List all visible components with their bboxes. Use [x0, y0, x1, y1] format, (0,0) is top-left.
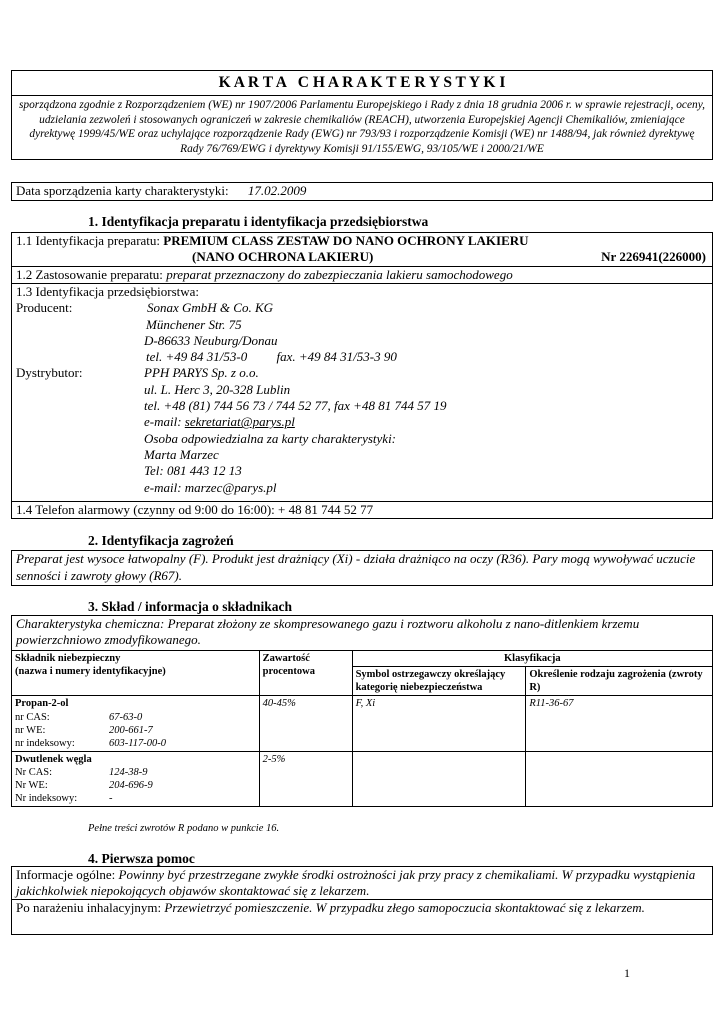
r-phrases-footnote: Pełne treści zwrotów R podano w punkcie 16. [88, 823, 280, 834]
product-use-label: 1.2 Zastosowanie preparatu: [16, 267, 163, 282]
component-cell [12, 751, 260, 807]
symbol-cell: F, Xi [352, 696, 526, 752]
product-id-row [11, 232, 713, 267]
contact-tel: Tel: 081 443 12 13 [144, 463, 242, 479]
component-name: Propan-2-ol [15, 698, 69, 710]
id-value: - [109, 793, 113, 805]
header-symbol: Symbol ostrzegawczy określający kategorię niebezpieczeństwa [352, 667, 526, 696]
product-number: Nr 226941(226000) [601, 248, 706, 264]
company-id-label: 1.3 Identyfikacja przedsiębiorstwa: [16, 284, 200, 299]
chem-characteristics-label: Charakterystyka chemiczna: [16, 616, 165, 631]
distributor-email-link[interactable]: sekretariat@parys.pl [184, 414, 295, 430]
company-id-row [11, 283, 713, 502]
id-label: nr indeksowy: [15, 737, 75, 749]
header-component-sub: (nazwa i numery identyfikacyjne) [15, 666, 166, 678]
producer-name: Sonax GmbH & Co. KG [147, 300, 274, 316]
distributor-label: Dystrybutor: [16, 365, 83, 381]
product-use-value: preparat przeznaczony do zabezpieczania lakieru samochodowego [166, 267, 513, 282]
producer-city: D-86633 Neuburg/Donau [144, 332, 278, 348]
content-cell: 2-5% [259, 751, 352, 807]
header-component-label: Składnik niebezpieczny [15, 653, 121, 664]
id-value: 200-661-7 [109, 724, 153, 736]
product-name: PREMIUM CLASS ZESTAW DO NANO OCHRONY LAKIERU [163, 233, 529, 248]
contact-title: Osoba odpowiedzialna za karty charakterystyki: [144, 430, 397, 446]
distributor-street: ul. L. Herc 3, 20-328 Lublin [144, 381, 291, 397]
id-value: 67-63-0 [109, 711, 143, 723]
first-aid-inhalation-box [11, 899, 713, 935]
document-title: K A R T A C H A R A K T E R Y S T Y K I [12, 71, 712, 96]
composition-table [11, 650, 713, 807]
page-number: 1 [624, 966, 630, 980]
product-use-row [11, 266, 713, 284]
date-row [11, 182, 713, 201]
date-label: Data sporządzenia karty charakterystyki: [16, 183, 229, 198]
producer-fax: fax. +49 84 31/53-3 90 [276, 349, 397, 365]
table-row [12, 696, 713, 752]
first-aid-general-text: Powinny być przestrzegane zwykłe środki ostrożności jak przy pracy z chemikaliami. W przypadku wystąpienia jakichkolwiek niepokojących objawów skontaktować się z lekarzem. [16, 867, 696, 898]
header-content-label: Zawartość [262, 653, 310, 664]
emergency-phone-row [11, 501, 713, 519]
header-component [12, 651, 260, 696]
emergency-phone: 1.4 Telefon alarmowy (czynny od 9:00 do 16:00): + 48 81 744 52 77 [16, 502, 374, 517]
header-content [259, 651, 352, 696]
header-classification: Klasyfikacja [352, 651, 712, 667]
table-row [12, 751, 713, 807]
id-label: Nr indeksowy: [15, 793, 78, 805]
chem-characteristics-text: Preparat złożony ze skompresowanego gazu i roztworu alkoholu z nano-ditlenkiem krzemu powierzchniowo zmodyfikowanego. [16, 616, 640, 647]
distributor-email-label: e-mail: [144, 414, 182, 430]
id-label: nr CAS: [15, 711, 50, 723]
id-label: Nr WE: [15, 780, 48, 792]
contact-name: Marta Marzec [144, 446, 219, 462]
producer-tel: tel. +49 84 31/53-0 [146, 349, 248, 365]
distributor-tel: tel. +48 (81) 744 56 73 / 744 52 77, fax +48 81 744 57 19 [144, 398, 447, 414]
header-risk: Określenie rodzaju zagrożenia (zwroty R) [526, 667, 713, 696]
component-name: Dwutlenek węgla [15, 753, 92, 765]
content-cell: 40-45% [259, 696, 352, 752]
section-3-title: 3. Skład / informacja o składnikach [88, 599, 293, 614]
risk-cell: R11-36-67 [526, 696, 713, 752]
date-value: 17.02.2009 [247, 183, 307, 198]
id-label: Nr CAS: [15, 767, 53, 778]
id-value: 204-696-9 [109, 780, 153, 792]
first-aid-inhalation-text: Przewietrzyć pomieszczenie. W przypadku złego samopoczucia skontaktować się z lekarzem. [164, 900, 645, 915]
id-value: 124-38-9 [109, 767, 148, 778]
first-aid-inhalation-label: Po narażeniu inhalacyjnym: [16, 900, 162, 915]
header-content-sub: procentowa [262, 666, 315, 678]
product-name-secondary: (NANO OCHRONA LAKIERU) [192, 248, 374, 264]
section-4-title: 4. Pierwsza pomoc [88, 851, 195, 866]
first-aid-general-label: Informacje ogólne: [16, 867, 116, 882]
header-box [11, 70, 713, 160]
product-id-label: 1.1 Identyfikacja preparatu: [16, 233, 161, 248]
distributor-name: PPH PARYS Sp. z o.o. [144, 365, 259, 381]
producer-label: Producent: [16, 300, 73, 316]
regulation-subtitle: sporządzona zgodnie z Rozporządzeniem (WE) nr 1907/2006 Parlamentu Europejskiego i Rady z dnia 18 grudnia 2006 r. w sprawie rejestracji, oceny, udzielania zezwoleń i stosowanych ograniczeń w zakresie chemikaliów (REACH), utworzenia Europejskiej Agencji Chemikaliów, zmieniające dyrektywę 1999/45/WE oraz uchylające rozporządzenie Rady (EWG) nr 793/93 i rozporządzenie Komisji (WE) nr 1488/94, jak również dyrektywę Rady 76/769/EWG i dyrektywy Komisji 91/155/EWG, 93/105/WE i 2000/21/WE [18, 99, 706, 155]
id-value: 603-117-00-0 [109, 737, 166, 749]
section-1-title: 1. Identyfikacja preparatu i identyfikacja przedsiębiorstwa [88, 214, 429, 229]
id-label: nr WE: [15, 724, 46, 736]
first-aid-general-box [11, 866, 713, 900]
hazards-box: Preparat jest wysoce łatwopalny (F). Produkt jest drażniący (Xi) - działa drażniąco na oczy (R36). Pary mogą wywoływać uczucie senności i zawroty głowy (R67). [11, 550, 713, 586]
component-cell [12, 696, 260, 752]
contact-email: e-mail: marzec@parys.pl [144, 479, 277, 495]
risk-cell [526, 751, 713, 807]
section-2-title: 2. Identyfikacja zagrożeń [88, 533, 234, 548]
symbol-cell [352, 751, 526, 807]
producer-street: Münchener Str. 75 [146, 316, 242, 332]
chem-characteristics-box [11, 615, 713, 651]
